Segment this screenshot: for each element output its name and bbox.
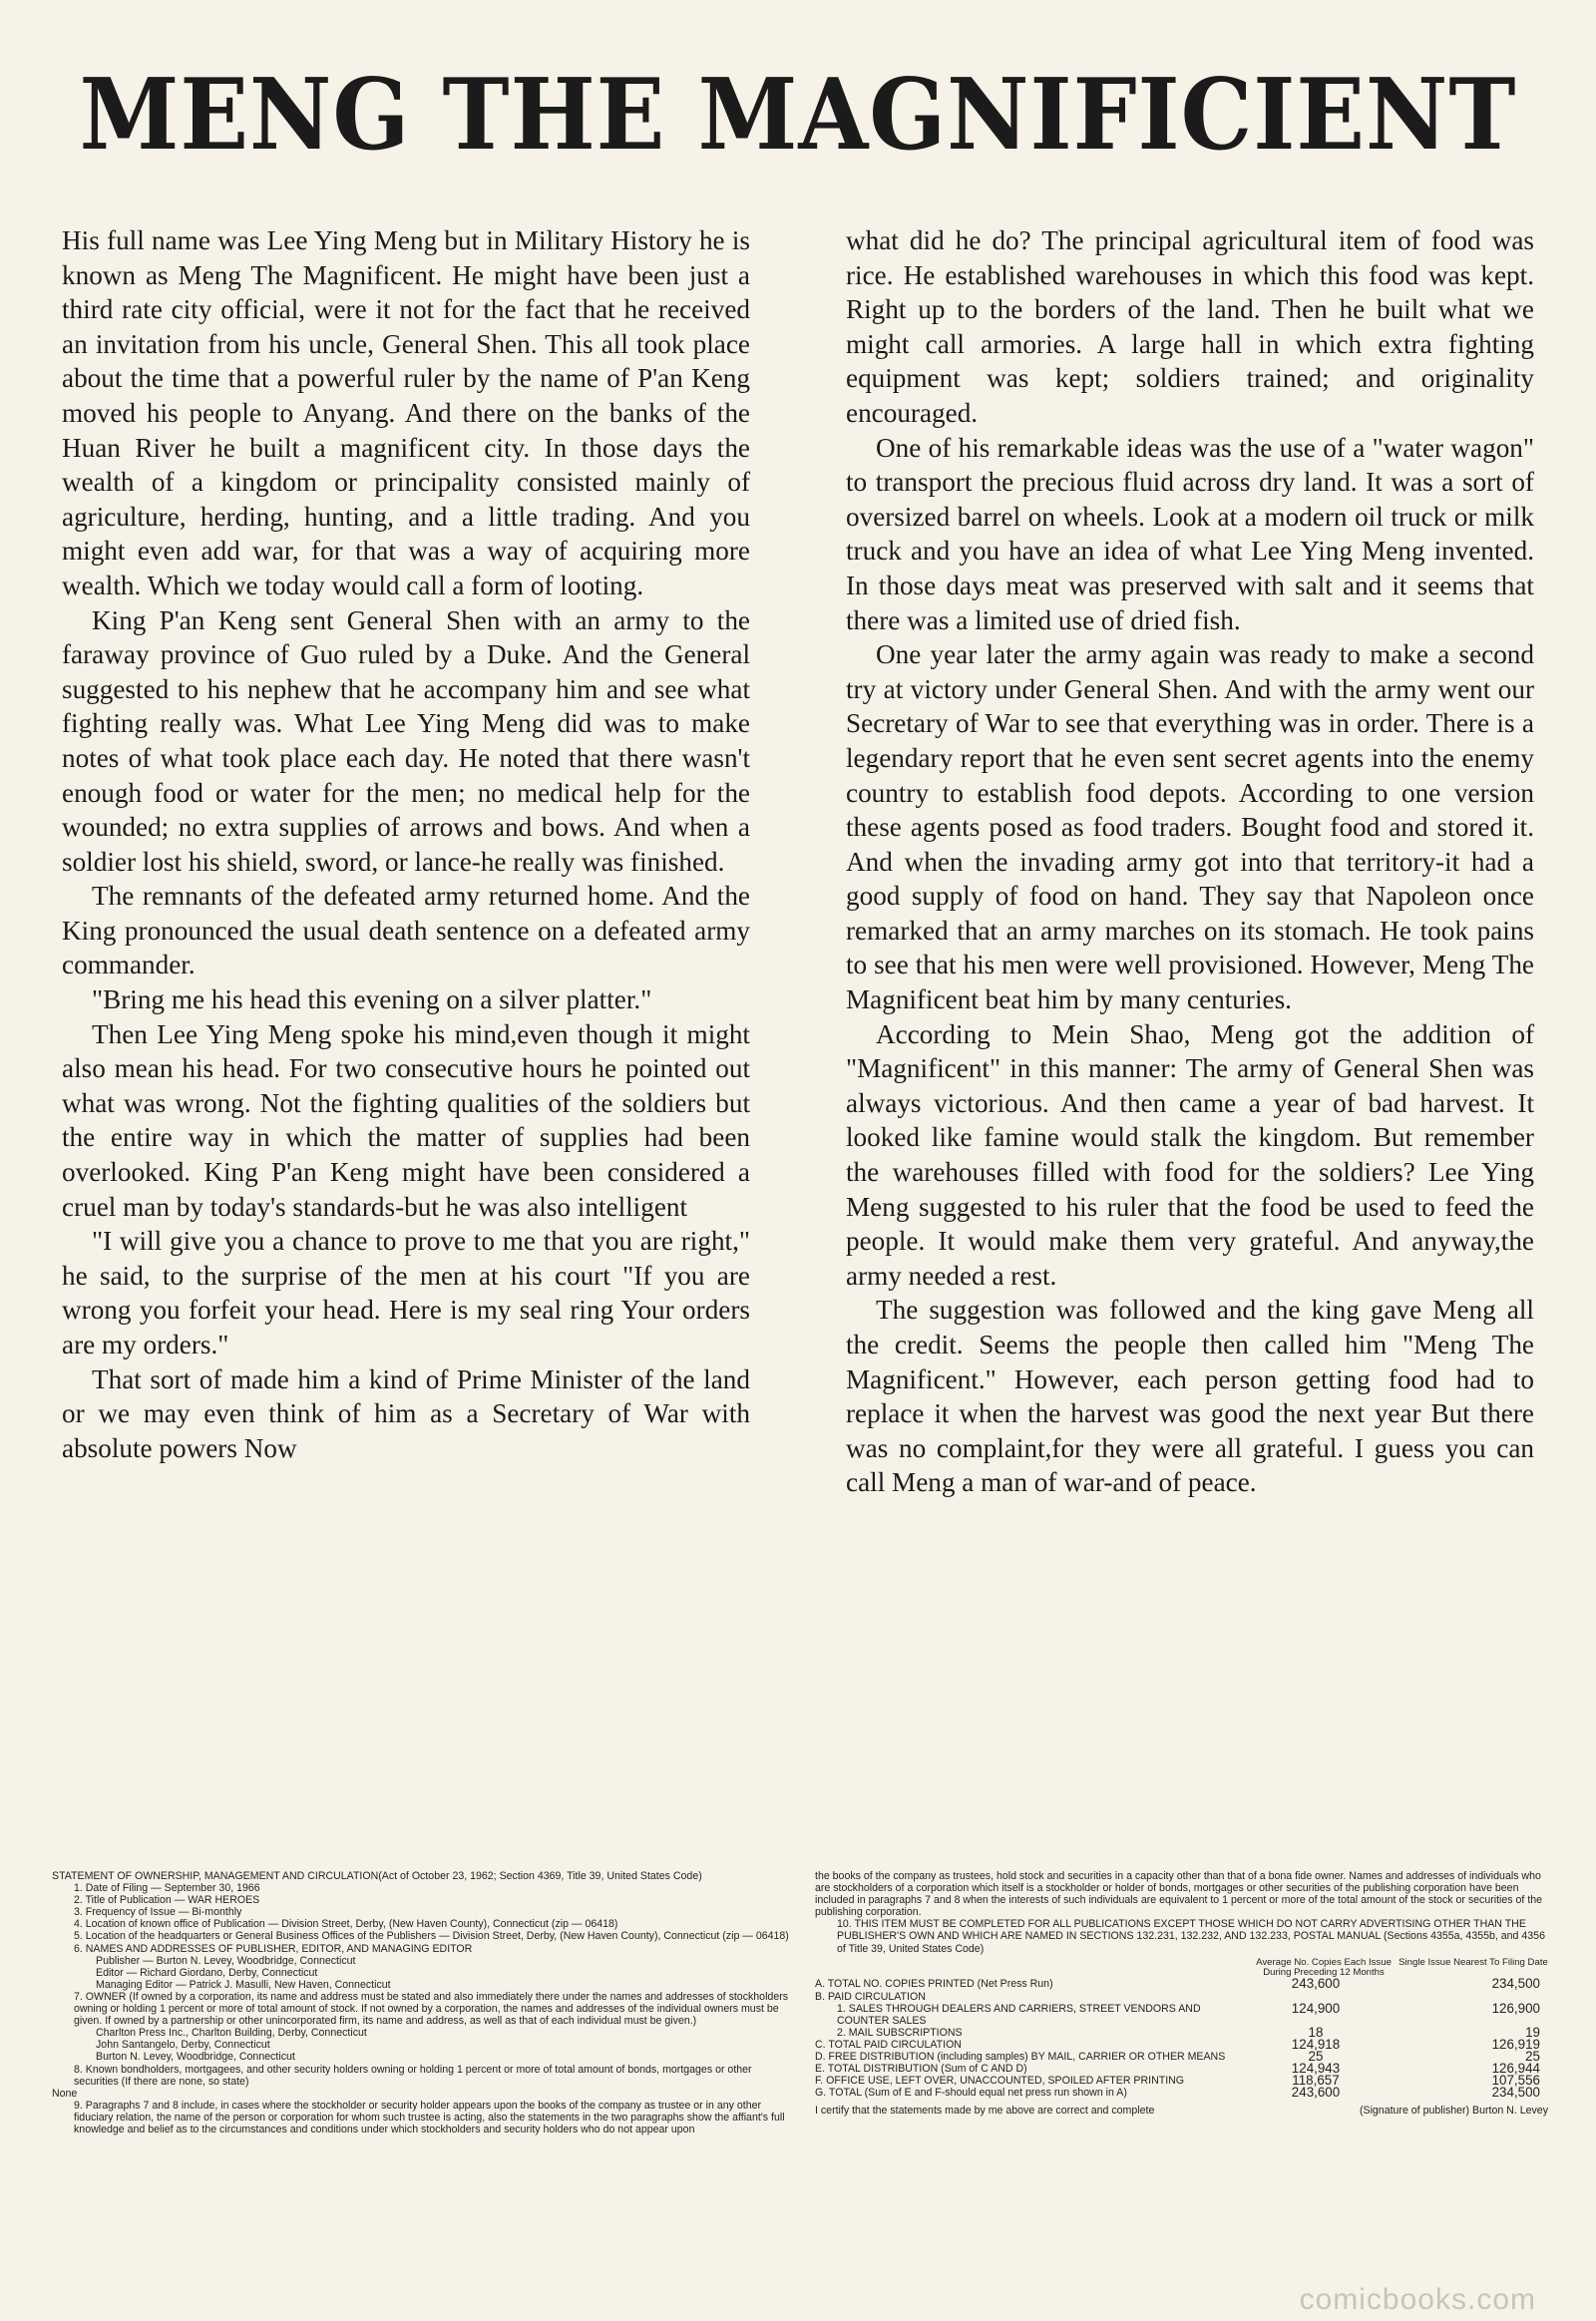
statement-item: 3. Frequency of Issue — Bi-monthly	[74, 1906, 242, 1919]
table-row	[815, 1991, 1548, 2003]
row-label: D. FREE DISTRIBUTION (including samples) BY MAIL, CARRIER OR OTHER MEANS	[815, 2051, 1226, 2064]
row-label: G. TOTAL (Sum of E and F-should equal net press run shown in A)	[815, 2087, 1127, 2100]
certification-text: I certify that the statements made by me above are correct and complete	[815, 2105, 1155, 2118]
row-value-average: 124,943	[1291, 2061, 1341, 2077]
paragraph: "Bring me his head this evening on a silver platter."	[92, 984, 652, 1015]
row-value-average: 18	[1308, 2024, 1324, 2040]
page-title: MENG THE MAGNIFICIENT	[79, 58, 1517, 173]
statement-item: 10. THIS ITEM MUST BE COMPLETED FOR ALL PUBLICATIONS EXCEPT THOSE WHICH DO NOT CARRY ADVERTISING OTHER THAN THE PUBLISHER'S OWN AND WHICH ARE NAMED IN SECTIONS 132.231, 132.232, AND 132.233, POSTAL MANUAL (Sections 4355a, 4355b, and 4356 of Title 39, United States Code)	[837, 1918, 1545, 1955]
row-label: E. TOTAL DISTRIBUTION (Sum of C AND D)	[815, 2063, 1027, 2076]
row-value-average: 124,900	[1291, 2000, 1341, 2016]
ownership-statement	[52, 1870, 1548, 2289]
certification	[815, 2105, 1548, 2117]
paragraph: One year later the army again was ready to make a second try at victory under General Shen. And with the army went our Secretary of War to see that everything was in order. There is a legendary report that he even sent secret agents into the enemy country to establish food depots. According to one version these agents posed as food traders. Bought food and stored it. And when the invading army got into that territory-it had a good supply of food on hand. They say that Napoleon once remarked that an army marches on its stomach. He took pains to see that his men were well provisioned. However, Meng The Magnificent beat him by many centuries.	[846, 639, 1534, 1015]
row-label: 2. MAIL SUBSCRIPTIONS	[837, 2026, 963, 2039]
statement-left-column	[52, 1870, 798, 2135]
row-value-average: 243,600	[1291, 2085, 1341, 2101]
statement-item: 6. NAMES AND ADDRESSES OF PUBLISHER, EDITOR, AND MANAGING EDITOR	[74, 1942, 473, 1955]
column-header: Average No. Copies Each Issue During Preceding 12 Months	[1256, 1956, 1392, 1979]
statement-item: 4. Location of known office of Publication — Division Street, Derby, (New Haven County), Connecticut (zip — 06418)	[74, 1918, 618, 1931]
row-value-average: 118,657	[1292, 2073, 1340, 2089]
paragraph: One of his remarkable ideas was the use of a "water wagon" to transport the precious fluid across dry land. It was a sort of oversized barrel on wheels. Look at a modern oil truck or milk truck and you have an idea of what Lee Ying Meng invented. In those days meat was preserved with salt and it seems that there was a limited use of dried fish.	[846, 432, 1534, 635]
circulation-table-header	[815, 1958, 1548, 1979]
row-value-average: 243,600	[1291, 1976, 1341, 1992]
column-header: Single Issue Nearest To Filing Date	[1398, 1956, 1548, 1968]
statement-item: 8. Known bondholders, mortgagees, and other security holders owning or holding 1 percent or more of total amount of bonds, mortgages or other securities (If there are none, so state)	[74, 2063, 752, 2088]
statement-item: 7. OWNER (If owned by a corporation, its name and address must be stated and also immediately there under the names and addresses of stockholders owning or holding 1 percent or more of total amount of stock. If not owned by a corporation, the names and addresses of the individual owners must be given. If owned by a partnership or other unincorporated firm, its name and address, as well as that of each individual must be given.)	[74, 1990, 789, 2028]
row-label: C. TOTAL PAID CIRCULATION	[815, 2038, 962, 2051]
table-row	[815, 2087, 1548, 2099]
circulation-table	[815, 1978, 1548, 2099]
row-value-average: 124,918	[1291, 2036, 1341, 2052]
article-column-left	[62, 223, 750, 1465]
row-value-single: 25	[1525, 2049, 1540, 2065]
statement-item: Editor — Richard Giordano, Derby, Connecticut	[96, 1966, 318, 1979]
row-value-single: 126,919	[1491, 2036, 1540, 2052]
table-row	[815, 2036, 1548, 2052]
paragraph: "I will give you a chance to prove to me that you are right," he said, to the surprise of the men at his court "If you are wrong you forfeit your head. Here is my seal ring Your orders are my orders."	[62, 1226, 750, 1359]
paragraph: According to Mein Shao, Meng got the addition of "Magnificent" in this manner: The army of General Shen was always victorious. And then came a year of bad harvest. It looked like famine would stalk the kingdom. But remember the warehouses filled with food for the soldiers? Lee Ying Meng suggested to his ruler that the food be used to feed the people. It would make them very grateful. And anyway,the army needed a rest.	[846, 1018, 1534, 1291]
table-row	[815, 1978, 1548, 1990]
paragraph: His full name was Lee Ying Meng but in Military History he is known as Meng The Magnificent. He might have been just a third rate city official, were it not for the fact that he received an invitation from his uncle, General Shen. This all took place about the time that a powerful ruler by the name of P'an Keng moved his people to Anyang. And there on the banks of the Huan River he built a magnificent city. In those days the wealth of a kingdom or principality consisted mainly of agriculture, herding, hunting, and a little trading. And you might even add war, for that was a way of acquiring more wealth. Which we today would call a form of looting.	[62, 225, 750, 600]
statement-item: Burton N. Levey, Woodbridge, Connecticut	[96, 2051, 295, 2064]
paragraph: Then Lee Ying Meng spoke his mind,even though it might also mean his head. For two consecutive hours he pointed out what was wrong. Not the fighting qualities of the soldiers but the entire way in which the matter of supplies had been overlooked. King P'an Keng might have been considered a cruel man by today's standards-but he was also intelligent	[62, 1018, 750, 1222]
site-watermark: comicbooks.com	[1299, 2283, 1536, 2316]
table-row	[815, 2051, 1548, 2063]
statement-item: John Santangelo, Derby, Connecticut	[96, 2039, 270, 2052]
signature: (Signature of publisher) Burton N. Levey	[1359, 2105, 1548, 2118]
table-row	[815, 2063, 1548, 2075]
statement-heading: STATEMENT OF OWNERSHIP, MANAGEMENT AND CIRCULATION(Act of October 23, 1962; Section 4369, Title 39, United States Code)	[52, 1870, 702, 1882]
row-value-average: 25	[1308, 2049, 1324, 2065]
row-value-single: 234,500	[1491, 1976, 1540, 1992]
statement-item: the books of the company as trustees, hold stock and securities in a capacity other than that of a bona fide owner. Names and addresses of individuals who are stockholders of a corporation which itself is a stockholder or holder of bonds, mortgages or other securities of the publishing corporation have been included in paragraphs 7 and 8 when the interests of such individuals are equivalent to 1 percent or more of the total amount of the stock or securities of the publishing corporation.	[815, 1870, 1543, 1919]
row-value-single: 126,944	[1491, 2061, 1540, 2077]
statement-item: Charlton Press Inc., Charlton Building, Derby, Connecticut	[96, 2027, 367, 2040]
row-label: A. TOTAL NO. COPIES PRINTED (Net Press Run)	[815, 1978, 1053, 1991]
row-label: F. OFFICE USE, LEFT OVER, UNACCOUNTED, SPOILED AFTER PRINTING	[815, 2075, 1185, 2088]
paragraph: The suggestion was followed and the king gave Meng all the credit. Seems the people then called him "Meng The Magnificent." However, each person getting food had to replace it when the harvest was good the next year But there was no complaint,for they were all grateful. I guess you can call Meng a man of war-and of peace.	[846, 1295, 1534, 1498]
row-label: 1. SALES THROUGH DEALERS AND CARRIERS, STREET VENDORS AND COUNTER SALES	[837, 2002, 1201, 2027]
paragraph: what did he do? The principal agricultural item of food was rice. He established warehouses in which this food was kept. Right up to the borders of the land. Then he built what we might call armories. A large hall in which extra fighting equipment was kept; soldiers trained; and originality encouraged.	[846, 225, 1534, 428]
statement-item: Managing Editor — Patrick J. Masulli, New Haven, Connecticut	[96, 1978, 391, 1991]
paragraph: King P'an Keng sent General Shen with an army to the faraway province of Guo ruled by a Duke. And the General suggested to his nephew that he accompany him and see what fighting really was. What Lee Ying Meng did was to make notes of what took place each day. He noted that there wasn't enough food or water for the men; no medical help for the wounded; no extra supplies of arrows and bows. And when a soldier lost his shield, sword, or lance-he really was finished.	[62, 604, 750, 877]
table-row	[815, 2024, 1548, 2040]
paragraph: The remnants of the defeated army returned home. And the King pronounced the usual death sentence on a defeated army commander.	[62, 881, 750, 980]
statement-right-column	[815, 1870, 1548, 2118]
row-value-single: 19	[1525, 2024, 1540, 2040]
table-row	[815, 2000, 1548, 2027]
table-row	[815, 2075, 1548, 2087]
statement-item: 2. Title of Publication — WAR HEROES	[74, 1894, 260, 1907]
row-value-single: 107,556	[1491, 2073, 1540, 2089]
statement-item: 9. Paragraphs 7 and 8 include, in cases where the stockholder or security holder appears upon the books of the company as trustee or in any other fiduciary relation, the name of the person or corporation for whom such trustee is acting, also the statements in the two paragraphs show the affiant's full knowledge and belief as to the circumstances and conditions under which stockholders and security holders who do not appear upon	[74, 2099, 785, 2135]
article-column-right	[846, 223, 1534, 1500]
row-value-single: 126,900	[1491, 2000, 1540, 2016]
statement-item: 5. Location of the headquarters or General Business Offices of the Publishers — Division Street, Derby, (New Haven County), Connecticut (zip — 06418)	[74, 1930, 789, 1943]
statement-item: None	[52, 2087, 78, 2100]
row-label: B. PAID CIRCULATION	[815, 1990, 926, 2003]
statement-item: Publisher — Burton N. Levey, Woodbridge, Connecticut	[96, 1954, 356, 1967]
statement-item: 1. Date of Filing — September 30, 1966	[74, 1882, 260, 1895]
row-value-single: 234,500	[1491, 2085, 1540, 2101]
paragraph: That sort of made him a kind of Prime Minister of the land or we may even think of him as a Secretary of War with absolute powers Now	[62, 1363, 750, 1463]
